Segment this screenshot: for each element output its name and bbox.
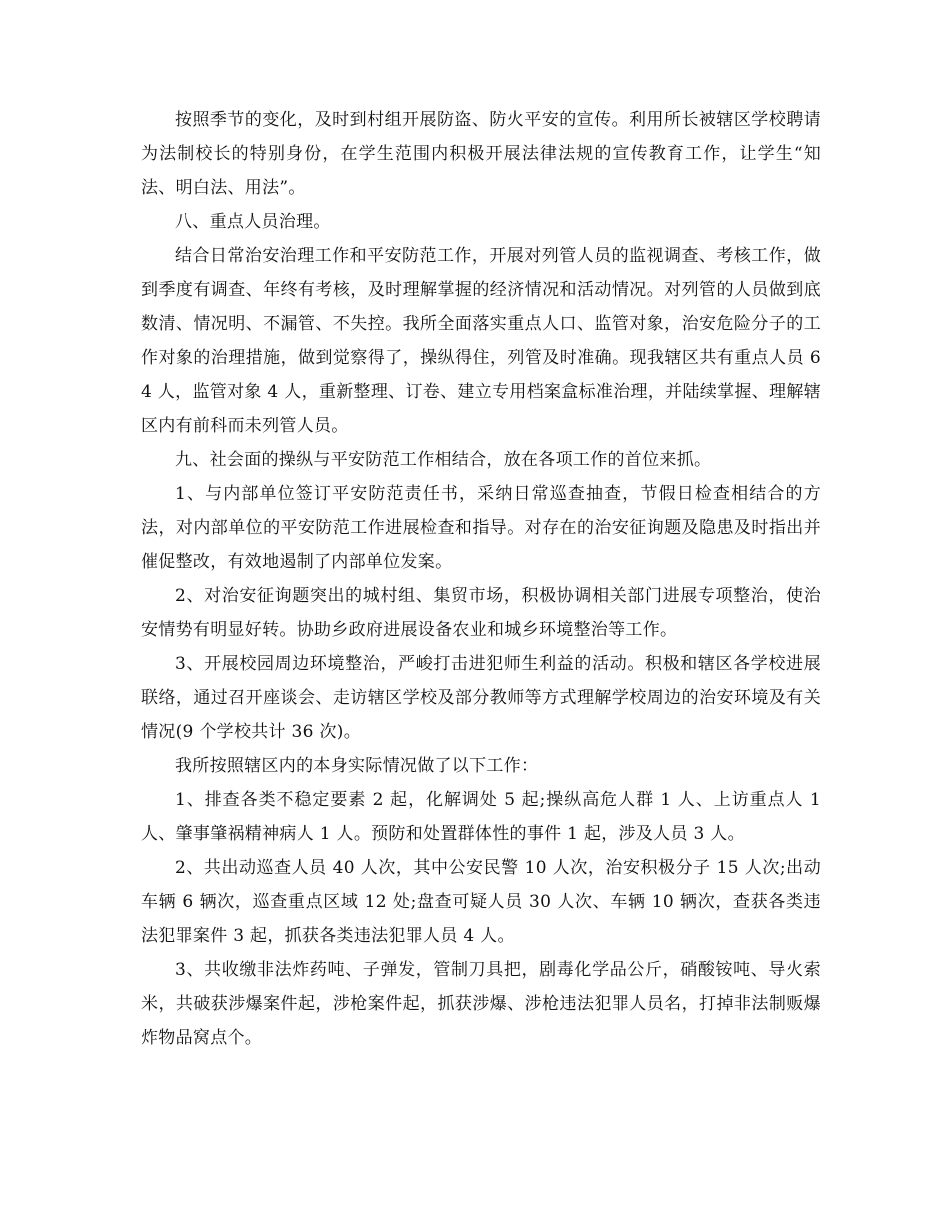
paragraph-item-3: 3、开展校园周边环境整治，严峻打击进犯师生利益的活动。积极和辖区各学校进展联络，通过召开座谈会、走访辖区学校及部分教师等方式理解学校周边的治安环境及有关情况(9 个学校共计 36 次)。: [141, 654, 821, 742]
paragraph-publicity: 按照季节的变化，及时到村组开展防盗、防火平安的宣传。利用所长被辖区学校聘请为法制校长的特别身份，在学生范围内积极开展法律法规的宣传教育工作，让学生“知法、明白法、用法”。: [141, 110, 821, 198]
paragraph-key-personnel: 结合日常治安治理工作和平安防范工作，开展对列管人员的监视调查、考核工作，做到季度有调查、年终有考核，及时理解掌握的经济情况和活动情况。对列管的人员做到底数清、情况明、不漏管、不失控。我所全面落实重点人口、监管对象，治安危险分子的工作对象的治理措施，做到觉察得了，操纵得住，列管及时准确。现我辖区共有重点人员 64 人，监管对象 4 人，重新整理、订卷、建立专用档案盒标准治理，并陆续掌握、理解辖区内有前科而未列管人员。: [141, 246, 821, 436]
section-heading-8: 八、重点人员治理。: [175, 212, 331, 232]
paragraph-work-1: 1、排查各类不稳定要素 2 起，化解调处 5 起;操纵高危人群 1 人、上访重点人 1 人、肇事肇祸精神病人 1 人。预防和处置群体性的事件 1 起，涉及人员 3 人。: [141, 790, 821, 844]
section-heading-9: 九、社会面的操纵与平安防范工作相结合，放在各项工作的首位来抓。: [175, 450, 712, 470]
document-body: [141, 103, 821, 1055]
paragraph-item-2: 2、对治安征询题突出的城村组、集贸市场，积极协调相关部门进展专项整治，使治安情势有明显好转。协助乡政府进展设备农业和城乡环境整治等工作。: [141, 586, 821, 640]
paragraph-item-1: 1、与内部单位签订平安防范责任书，采纳日常巡查抽查，节假日检查相结合的方法，对内部单位的平安防范工作进展检查和指导。对存在的治安征询题及隐患及时指出并催促整改，有效地遏制了内部单位发案。: [141, 484, 821, 572]
paragraph-work-2: 2、共出动巡查人员 40 人次，其中公安民警 10 人次，治安积极分子 15 人次;出动车辆 6 辆次，巡查重点区域 12 处;盘查可疑人员 30 人次、车辆 10 辆次，查获各类违法犯罪案件 3 起，抓获各类违法犯罪人员 4 人。: [141, 858, 821, 946]
paragraph-work-intro: 我所按照辖区内的本身实际情况做了以下工作：: [175, 756, 539, 776]
paragraph-work-3: 3、共收缴非法炸药吨、子弹发，管制刀具把，剧毒化学品公斤，硝酸铵吨、导火索米，共破获涉爆案件起，涉枪案件起，抓获涉爆、涉枪违法犯罪人员名，打掉非法制贩爆炸物品窝点个。: [141, 960, 821, 1048]
